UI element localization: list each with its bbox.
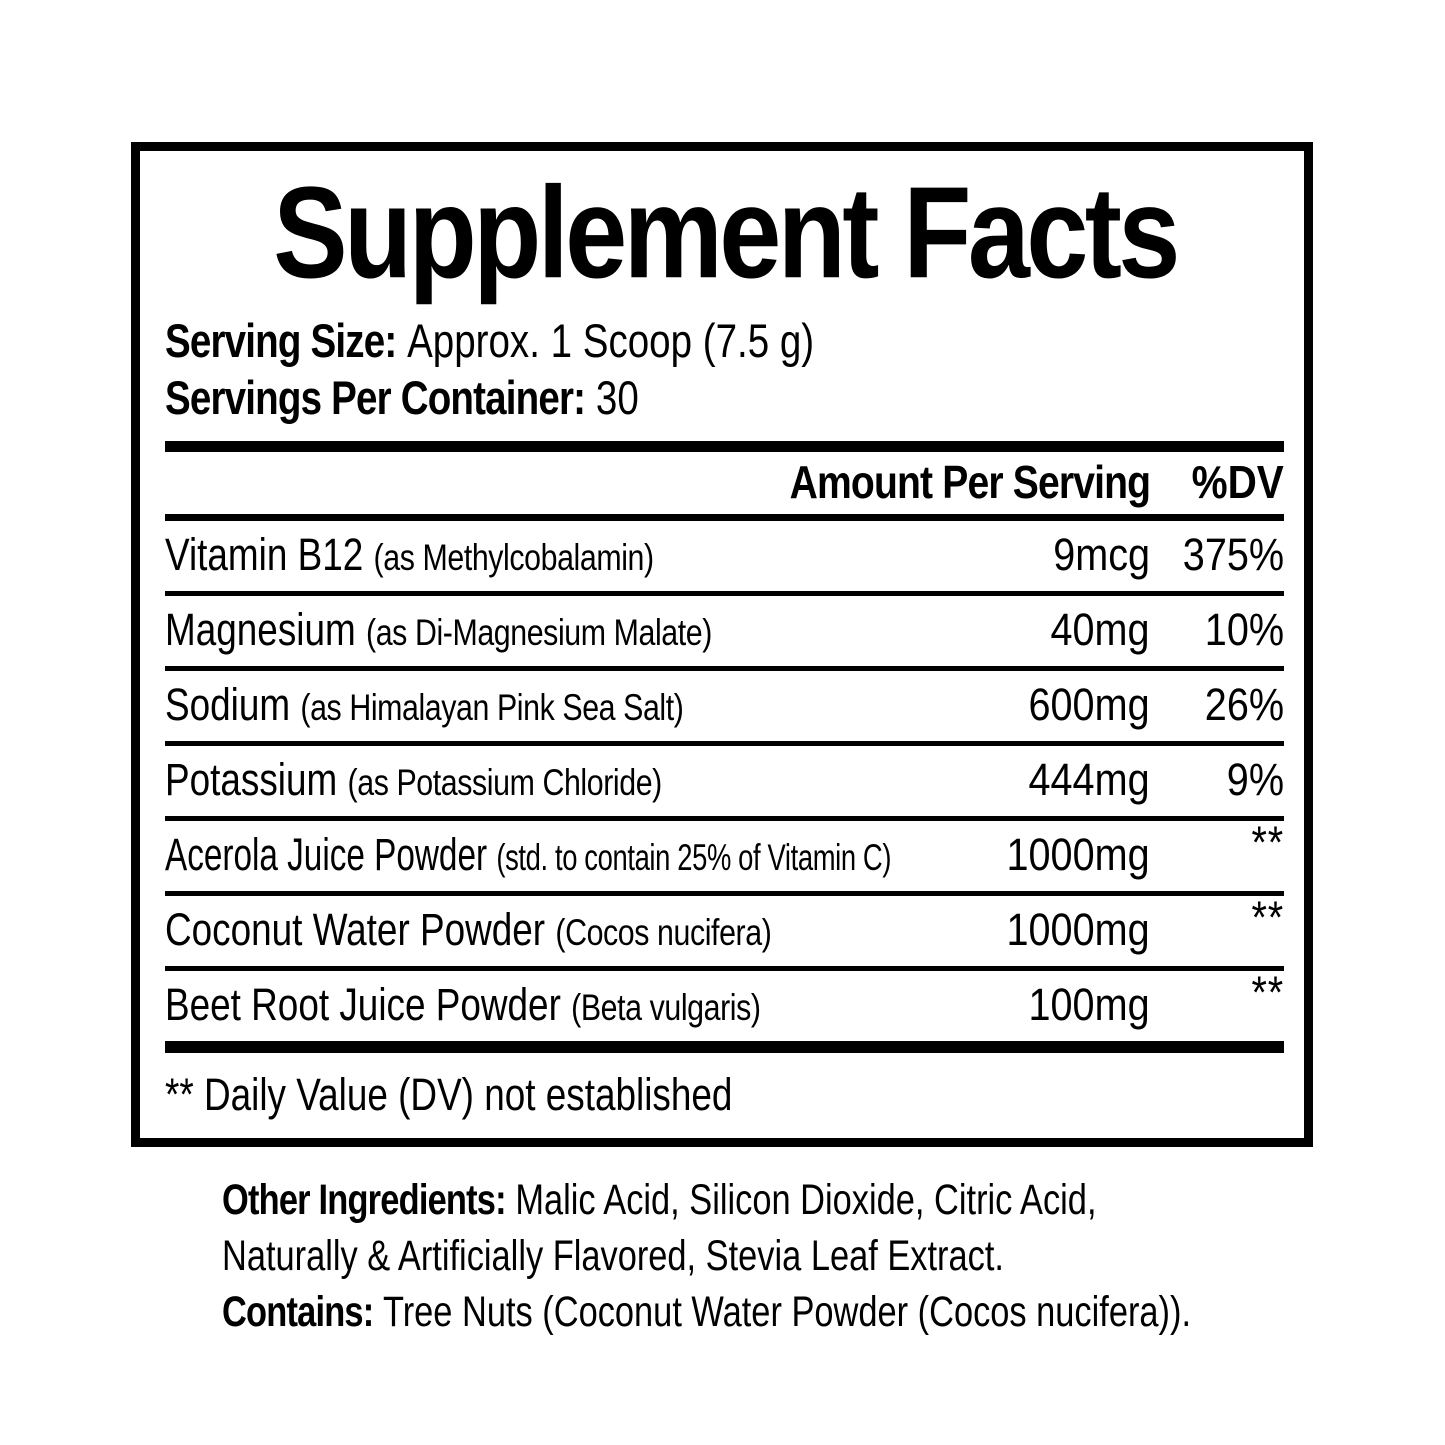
other-ingredients-line-2 — [222, 1228, 1372, 1284]
servings-per-container-value: 30 — [595, 371, 639, 425]
nutrient-dv: ** — [1251, 966, 1284, 1018]
nutrient-detail: (as Potassium Chloride) — [347, 762, 662, 804]
nutrient-dv: ** — [1251, 891, 1284, 943]
table-header — [165, 452, 1284, 514]
nutrient-dv: 9% — [1226, 754, 1284, 806]
nutrient-name: Vitamin B12 — [165, 529, 364, 581]
nutrient-name: Sodium — [165, 679, 291, 731]
table-row-acerola-juice-powder — [165, 816, 1284, 891]
nutrient-name: Beet Root Juice Powder — [165, 979, 561, 1031]
divider-thick-bottom — [165, 1041, 1284, 1053]
other-ingredients-label: Other Ingredients: — [222, 1176, 506, 1224]
table-row-beet-root-juice-powder — [165, 966, 1284, 1041]
dv-header: %DV — [1191, 456, 1284, 509]
supplement-facts-panel — [131, 142, 1313, 1147]
nutrient-detail: (std. to contain 25% of Vitamin C) — [496, 837, 892, 879]
table-row-vitamin-b12 — [165, 521, 1284, 591]
other-ingredients-text-2: Naturally & Artificially Flavored, Stevia Leaf Extract. — [222, 1232, 1004, 1280]
panel-title-text: Supplement Facts — [272, 160, 1177, 306]
table-row-magnesium — [165, 596, 1284, 666]
nutrient-amount: 100mg — [1028, 979, 1150, 1031]
nutrient-name: Coconut Water Powder — [165, 904, 546, 956]
serving-size-label: Serving Size: — [165, 314, 397, 368]
nutrient-detail: (Cocos nucifera) — [555, 912, 772, 954]
servings-per-container-label: Servings Per Container: — [165, 371, 586, 425]
nutrient-detail: (as Methylcobalamin) — [373, 537, 654, 579]
table-row-potassium — [165, 746, 1284, 816]
contains-label: Contains: — [222, 1288, 374, 1336]
serving-size-value: Approx. 1 Scoop (7.5 g) — [407, 314, 815, 368]
serving-info — [165, 313, 1284, 427]
divider-thick-top — [165, 441, 1284, 452]
amount-per-serving-header: Amount Per Serving — [789, 456, 1150, 509]
other-ingredients-text-1: Malic Acid, Silicon Dioxide, Citric Acid, — [515, 1176, 1097, 1224]
nutrient-amount: 1000mg — [1006, 904, 1150, 956]
contains-line — [222, 1284, 1372, 1340]
panel-title — [165, 160, 1284, 306]
nutrient-dv: ** — [1251, 816, 1284, 868]
nutrient-amount: 444mg — [1028, 754, 1150, 806]
divider-under-header — [165, 514, 1284, 521]
contains-text: Tree Nuts (Coconut Water Powder (Cocos nucifera)). — [382, 1288, 1192, 1336]
other-ingredients-section — [222, 1172, 1372, 1340]
nutrient-amount: 600mg — [1028, 679, 1150, 731]
table-row-coconut-water-powder — [165, 891, 1284, 966]
nutrient-dv: 375% — [1182, 529, 1284, 581]
nutrient-name: Acerola Juice Powder — [165, 829, 488, 881]
nutrient-amount: 40mg — [1050, 604, 1150, 656]
nutrient-detail: (as Himalayan Pink Sea Salt) — [300, 687, 684, 729]
nutrient-detail: (as Di-Magnesium Malate) — [366, 612, 712, 654]
nutrient-dv: 26% — [1204, 679, 1284, 731]
dv-footnote — [165, 1069, 1284, 1121]
nutrient-name: Magnesium — [165, 604, 356, 656]
nutrient-dv: 10% — [1204, 604, 1284, 656]
nutrient-amount: 1000mg — [1006, 829, 1150, 881]
table-row-sodium — [165, 671, 1284, 741]
servings-per-container-line — [165, 370, 1284, 427]
serving-size-line — [165, 313, 1284, 370]
nutrient-name: Potassium — [165, 754, 338, 806]
nutrient-detail: (Beta vulgaris) — [571, 987, 761, 1029]
nutrient-amount: 9mcg — [1053, 529, 1150, 581]
dv-footnote-text: ** Daily Value (DV) not established — [165, 1069, 733, 1121]
other-ingredients-line-1 — [222, 1172, 1372, 1228]
